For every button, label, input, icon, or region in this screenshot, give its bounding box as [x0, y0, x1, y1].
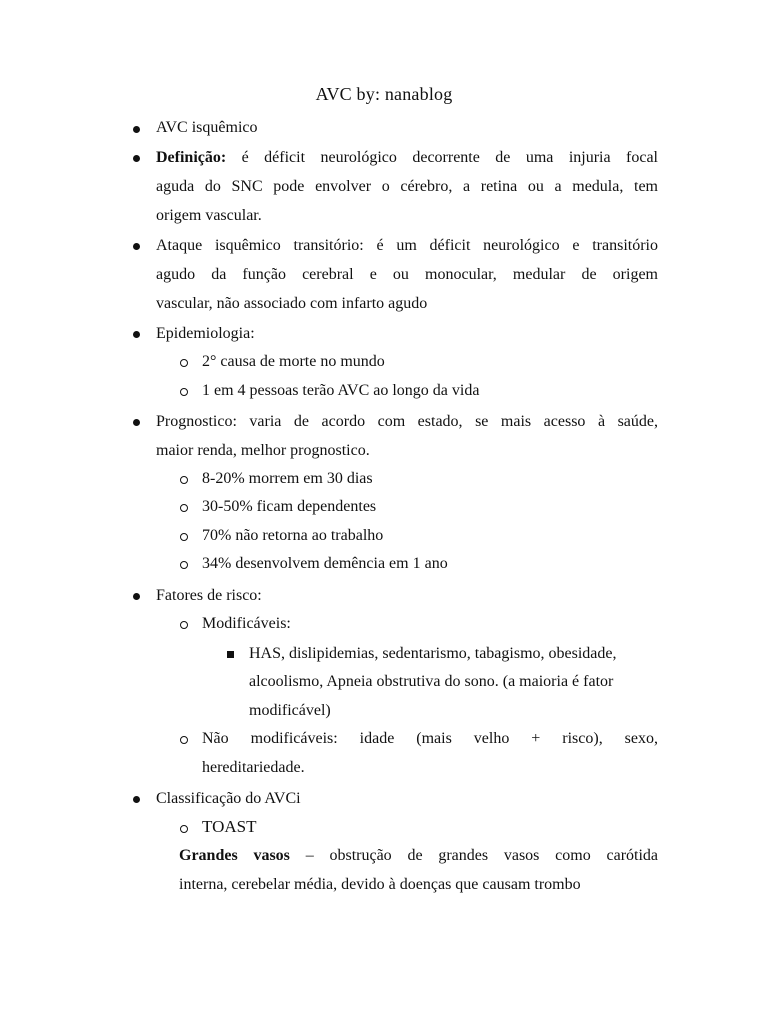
ataque-line-1: Ataque isquêmico transitório: é um déficit neurológico e transitório — [156, 237, 658, 254]
bullet-icon — [133, 419, 140, 426]
fatores-mod-line-2: alcoolismo, Apneia obstrutiva do sono. (a maioria é fator — [249, 673, 614, 690]
ataque-line-3: vascular, não associado com infarto agudo — [156, 295, 428, 312]
prognostico-sub-3: 70% não retorna ao trabalho — [202, 527, 384, 544]
definicao-line-1 — [156, 148, 658, 168]
definicao-line-2: aguda do SNC pode envolver o cérebro, a retina ou a medula, tem — [156, 178, 658, 195]
prognostico-line-2: maior renda, melhor prognostico. — [156, 442, 370, 459]
definicao-text-1: é déficit neurológico decorrente de uma injuria focal — [241, 149, 658, 166]
definicao-label: Definição: — [156, 149, 227, 166]
document-title: AVC by: nanablog — [315, 84, 453, 104]
definicao-line-3: origem vascular. — [156, 207, 262, 224]
circle-bullet-icon — [180, 621, 188, 629]
classificacao-label: Classificação do AVCi — [156, 790, 301, 807]
bullet-icon — [133, 593, 140, 600]
item-avc-isquemico: AVC isquêmico — [156, 119, 258, 136]
grandes-vasos-label: Grandes vasos — [179, 847, 290, 864]
circle-bullet-icon — [180, 533, 188, 541]
fatores-nao-line-1: Não modificáveis: idade (mais velho + risco), sexo, — [202, 730, 658, 747]
fatores-label: Fatores de risco: — [156, 587, 262, 604]
circle-bullet-icon — [180, 825, 188, 833]
grandes-vasos-line-1 — [179, 846, 658, 866]
circle-bullet-icon — [180, 388, 188, 396]
epidemiologia-sub-2: 1 em 4 pessoas terão AVC ao longo da vida — [202, 382, 480, 399]
circle-bullet-icon — [180, 561, 188, 569]
prognostico-sub-2: 30-50% ficam dependentes — [202, 498, 377, 515]
bullet-icon — [133, 331, 140, 338]
bullet-icon — [133, 155, 140, 162]
bullet-icon — [133, 796, 140, 803]
classificacao-toast: TOAST — [202, 817, 257, 836]
fatores-modificaveis: Modificáveis: — [202, 615, 291, 632]
prognostico-sub-1: 8-20% morrem em 30 dias — [202, 470, 373, 487]
ataque-line-2: agudo da função cerebral e ou monocular, medular de origem — [156, 266, 658, 283]
fatores-nao-line-2: hereditariedade. — [202, 759, 305, 776]
square-bullet-icon — [227, 651, 234, 658]
prognostico-sub-4: 34% desenvolvem demência em 1 ano — [202, 555, 448, 572]
circle-bullet-icon — [180, 476, 188, 484]
epidemiologia-sub-1: 2° causa de morte no mundo — [202, 353, 385, 370]
grandes-vasos-text-1: – obstrução de grandes vasos como carótida — [305, 847, 658, 864]
grandes-vasos-line-2: interna, cerebelar média, devido à doenças que causam trombo — [179, 876, 581, 893]
epidemiologia-label: Epidemiologia: — [156, 325, 255, 342]
bullet-icon — [133, 126, 140, 133]
bullet-icon — [133, 243, 140, 250]
circle-bullet-icon — [180, 359, 188, 367]
circle-bullet-icon — [180, 736, 188, 744]
fatores-mod-line-3: modificável) — [249, 702, 331, 719]
circle-bullet-icon — [180, 504, 188, 512]
prognostico-line-1: Prognostico: varia de acordo com estado, se mais acesso à saúde, — [156, 413, 658, 430]
fatores-mod-line-1: HAS, dislipidemias, sedentarismo, tabagismo, obesidade, — [249, 645, 617, 662]
